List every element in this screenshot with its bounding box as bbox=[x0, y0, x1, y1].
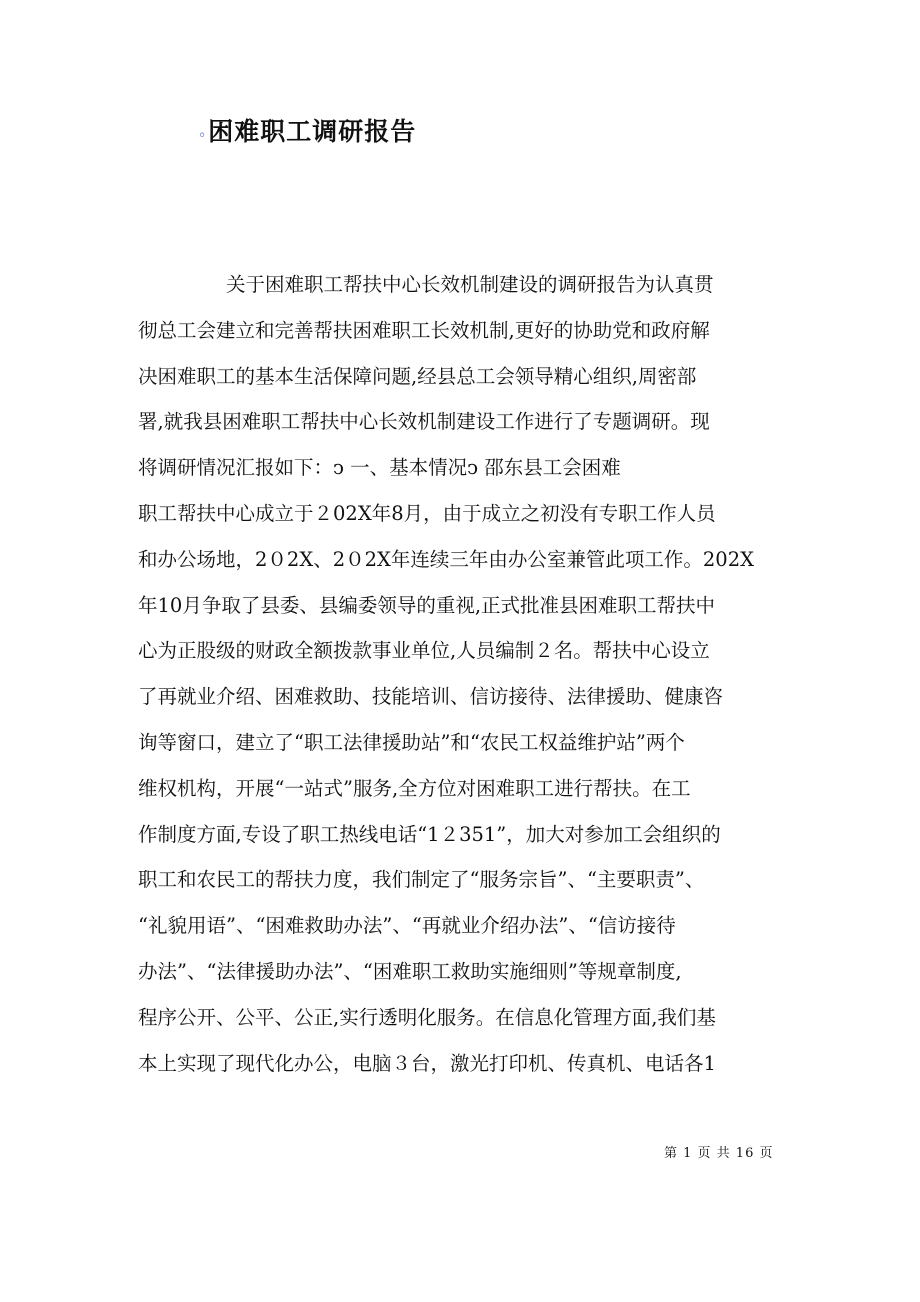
body-line: 维权机构，开展“一站式”服务,全方位对困难职工进行帮扶。在工 bbox=[138, 776, 691, 800]
body-line: 署,就我县困难职工帮扶中心长效机制建设工作进行了专题调研。现 bbox=[138, 410, 710, 434]
body-line: “礼貌用语”、“困难救助办法”、“再就业介绍办法”、“信访接待 bbox=[138, 914, 676, 938]
body-line: 决困难职工的基本生活保障问题,经县总工会领导精心组织,周密部 bbox=[138, 364, 697, 388]
body-line: 询等窗口，建立了“职工法律援助站”和“农民工权益维护站”两个 bbox=[138, 730, 685, 754]
body-line: 办法”、“法律援助办法”、“困难职工救助实施细则”等规章制度, bbox=[138, 959, 682, 983]
body-line: 程序公开、公平、公正,实行透明化服务。在信息化管理方面,我们基 bbox=[138, 1005, 716, 1029]
body-line: 了再就业介绍、困难救助、技能培训、信访接待、法律援助、健康咨 bbox=[138, 685, 724, 709]
body-line: 将调研情况汇报如下：ↄ 一、基本情况ↄ 邵东县工会困难 bbox=[138, 456, 621, 480]
body-line: 职工帮扶中心成立于２02X年8月，由于成立之初没有专职工作人员 bbox=[138, 501, 716, 525]
body-line: 关于困难职工帮扶中心长效机制建设的调研报告为认真贯 bbox=[226, 273, 714, 296]
body-line: 心为正股级的财政全额拨款事业单位,人员编制２名。帮扶中心设立 bbox=[138, 639, 710, 663]
title-block bbox=[198, 112, 416, 148]
body-line: 彻总工会建立和完善帮扶困难职工长效机制,更好的协助党和政府解 bbox=[138, 318, 710, 342]
body-line: 职工和农民工的帮扶力度，我们制定了“服务宗旨”、“主要职责”、 bbox=[138, 868, 705, 892]
body-line: 作制度方面,专设了职工热线电话“1２351”，加大对参加工会组织的 bbox=[138, 822, 721, 846]
body-line: 和办公场地，2０2X、2０2X年连续三年由办公室兼管此项工作。202X bbox=[138, 547, 754, 571]
page-footer: 第 1 页 共 16 页 bbox=[664, 1146, 774, 1161]
body-line: 本上实现了现代化办公，电脑３台，激光打印机、传真机、电话各1 bbox=[138, 1051, 716, 1075]
body-text bbox=[138, 262, 788, 1086]
document-title: 困难职工调研报告 bbox=[208, 117, 417, 146]
body-line: 年10月争取了县委、县编委领导的重视,正式批准县困难职工帮扶中 bbox=[138, 593, 716, 617]
title-marker-icon: ◦ bbox=[198, 128, 207, 144]
